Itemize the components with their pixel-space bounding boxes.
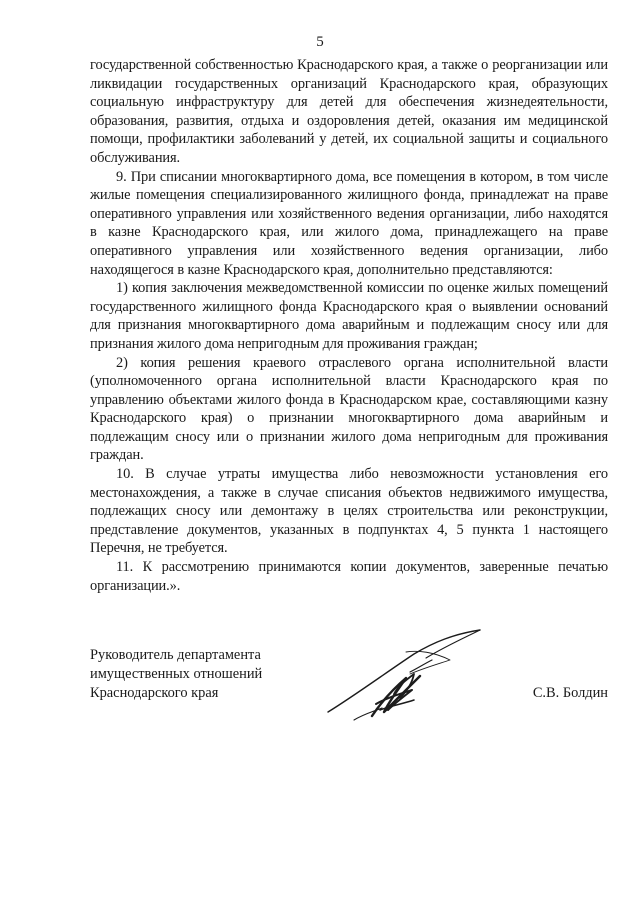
paragraph-item-10: 10. В случае утраты имущества либо невозможности установления его местонахождения, а также в случае списания объектов недвижимого имущества, подлежащих сносу или демонтажу в целях строительства или реконструкции, представление документов, указанных в подпунктах 4, 5 пункта 1 настоящего Перечня, не требуется. (90, 466, 608, 557)
paragraph-subitem-1: 1) копия заключения межведомственной комиссии по оценке жилых помещений государственного жилищного фонда Краснодарского края о выявлении оснований для признания многоквартирного дома аварийным и подлежащим сносу или для признания жилого дома непригодным для проживания граждан; (90, 280, 608, 352)
page-number: 5 (316, 34, 324, 50)
position-line: имущественных отношений (90, 666, 263, 682)
document-body (90, 56, 608, 595)
position-line: Краснодарского края (90, 685, 219, 701)
signatory-position (90, 646, 320, 703)
paragraph-continuation: государственной собственностью Краснодарского края, а также о реорганизации или ликвидации государственных организаций Краснодарского края, образующих социальную инфраструктуру для детей для обеспечения жизнедеятельности, образования, развития, отдыха и оздоровления детей, оказания им медицинской помощи, профилактики заболеваний у детей, их социальной защиты и социального обслуживания. (90, 57, 608, 166)
signatory-name: С.В. Болдин (532, 685, 608, 701)
handwritten-signature (314, 624, 484, 724)
paragraph-subitem-2: 2) копия решения краевого отраслевого органа исполнительной власти (уполномоченного органа исполнительной власти Краснодарского края по управлению объектами жилого фонда в Краснодарском крае, составляющими казну Краснодарского края) о признании многоквартирного дома аварийным и подлежащим сносу или о признании жилого дома непригодным для проживания граждан. (90, 354, 608, 464)
paragraph-item-11: 11. К рассмотрению принимаются копии документов, заверенные печатью организации.». (90, 559, 608, 594)
position-line: Руководитель департамента (90, 647, 261, 663)
paragraph-item-9: 9. При списании многоквартирного дома, все помещения в котором, в том числе жилые помещения специализированного жилищного фонда, принадлежат на праве оперативного управления или хозяйственного ведения организации, либо находятся в казне Краснодарского края, или жилого дома, принадлежащего на праве оперативного управления или хозяйственного ведения организации, либо находящегося в казне Краснодарского края, дополнительно представляются: (90, 168, 608, 278)
